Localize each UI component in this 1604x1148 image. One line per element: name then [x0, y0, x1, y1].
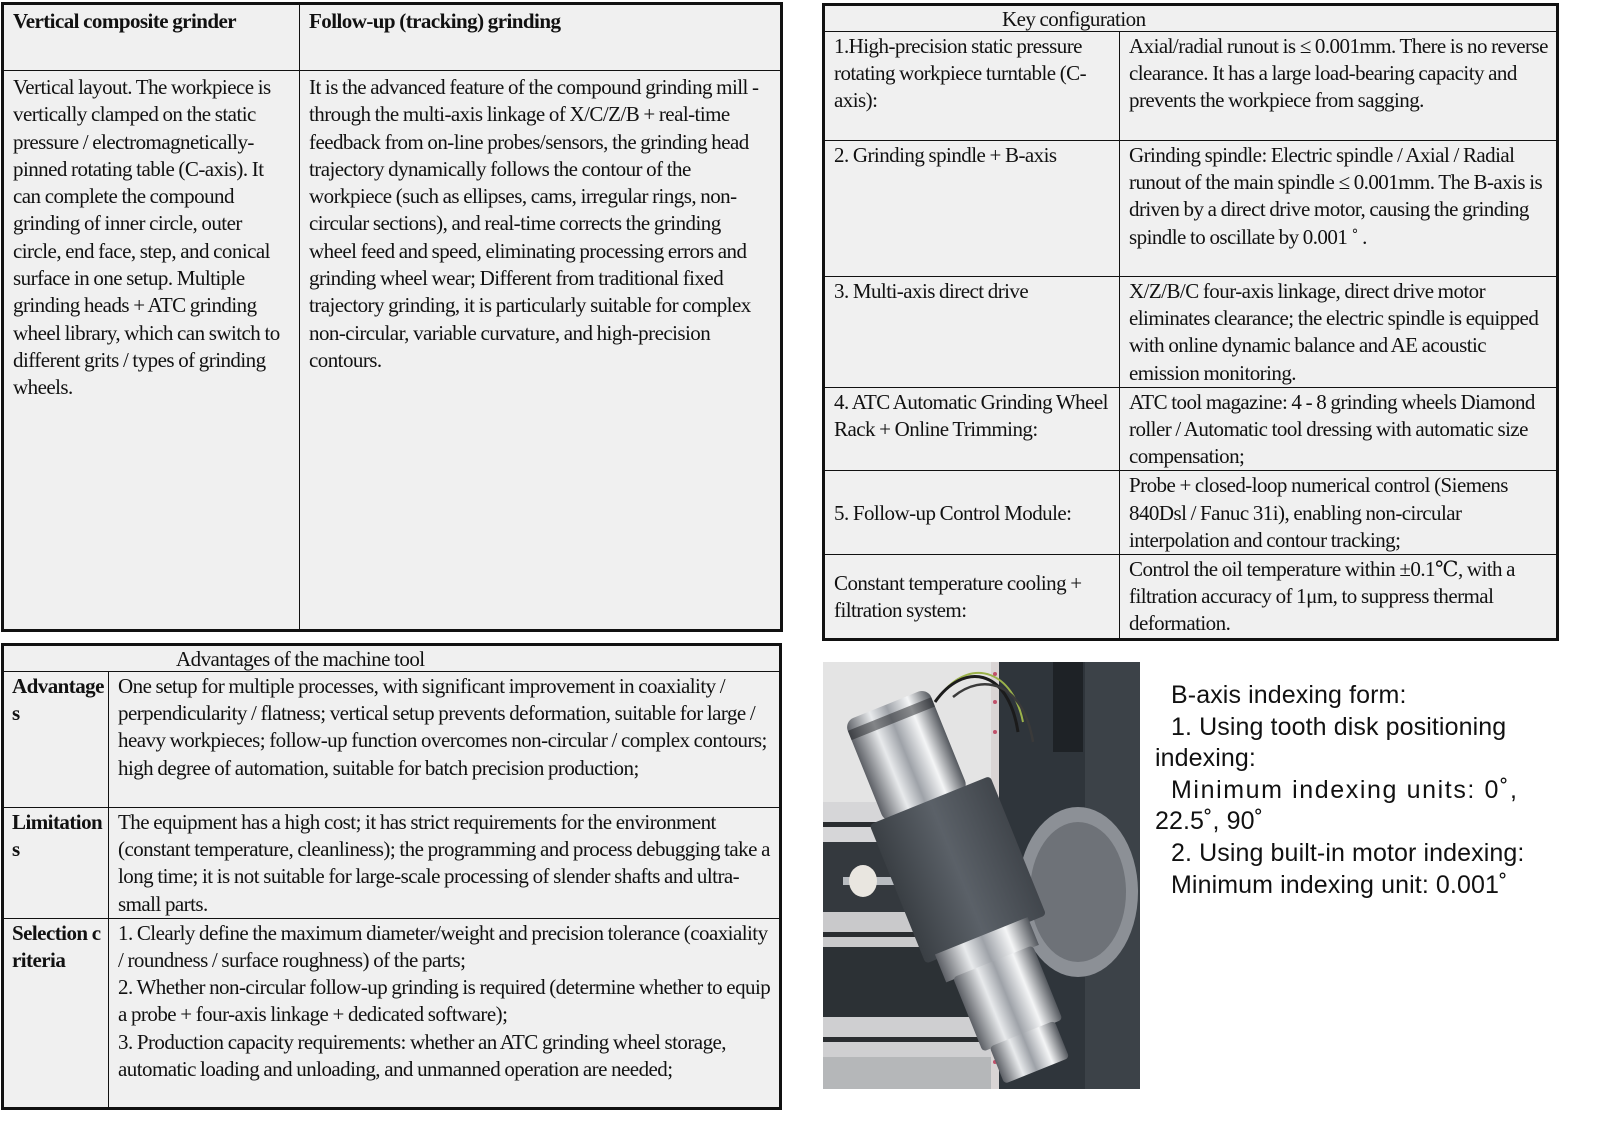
- limitations-text: The equipment has a high cost; it has strict requirements for the environment (constant temperature, cleanliness); the programming and process debugging take a long time; it is not suitable for large-scale processing of slender shafts and ultra-small parts.: [109, 808, 780, 919]
- config-item: 2. Grinding spindle + B-axis: [825, 141, 1120, 277]
- config-item: 3. Multi-axis direct drive: [825, 277, 1120, 388]
- config-item: 4. ATC Automatic Grinding Wheel Rack + Online Trimming:: [825, 387, 1120, 471]
- b-axis-indexing-note: [1155, 680, 1595, 901]
- advantages-text: One setup for multiple processes, with significant improvement in coaxiality / perpendicularity / flatness; vertical setup prevents deformation, suitable for large / heavy workpieces; follow-up function overcomes non-circular / complex contours; high degree of automation, suitable for batch precision production;: [109, 672, 780, 808]
- grinding-spindle-illustration: [823, 662, 1140, 1089]
- b-axis-note-line: indexing:: [1155, 744, 1256, 773]
- table-row: [825, 555, 1557, 639]
- config-detail: Grinding spindle: Electric spindle / Axial / Radial runout of the main spindle ≤ 0.001mm. The B-axis is driven by a direct drive motor, causing the grinding spindle to oscillate by 0.001 ˚ .: [1120, 141, 1557, 277]
- b-axis-note-line: Minimum indexing unit: 0.001˚: [1171, 870, 1508, 899]
- table-row: [825, 471, 1557, 555]
- table-row: [4, 808, 780, 919]
- config-detail: Axial/radial runout is ≤ 0.001mm. There is no reverse clearance. It has a large load-bearing capacity and prevents the workpiece from sagging.: [1120, 32, 1557, 141]
- config-detail: Control the oil temperature within ±0.1℃, with a filtration accuracy of 1μm, to suppress thermal deformation.: [1120, 555, 1557, 639]
- table-caption-row: [4, 646, 780, 672]
- grinder-comparison-table: [3, 4, 781, 630]
- follow-up-grinding-description: It is the advanced feature of the compound grinding mill - through the multi-axis linkage of X/C/Z/B + real-time feedback from on-line probes/sensors, the grinding head trajectory dynamically follows the contour of the workpiece (such as ellipses, cams, irregular rings, non-circular sections), and real-time corrects the grinding wheel feed and speed, eliminating processing errors and grinding wheel wear; Different from traditional fixed trajectory grinding, it is particularly suitable for complex non-circular, variable curvature, and high-precision contours.: [300, 71, 781, 630]
- table-row: [825, 387, 1557, 471]
- selection-criteria-text: [109, 918, 780, 1107]
- criteria-item: 3. Production capacity requirements: whether an ATC grinding wheel storage, automatic loading and unloading, and unmanned operation are needed;: [118, 1029, 726, 1081]
- header-vertical-composite-grinder: Vertical composite grinder: [4, 5, 300, 71]
- advantages-caption: Advantages of the machine tool: [4, 646, 780, 672]
- table-row: [4, 918, 780, 1107]
- table-row: [4, 672, 780, 808]
- header-follow-up-grinding: Follow-up (tracking) grinding: [300, 5, 781, 71]
- criteria-item: 1. Clearly define the maximum diameter/weight and precision tolerance (coaxiality / roundness / surface roughness) of the parts;: [118, 920, 768, 973]
- criteria-item: 2. Whether non-circular follow-up grinding is required (determine whether to equip a probe + four-axis linkage + dedicated software);: [118, 975, 771, 1027]
- table-row: [825, 277, 1557, 388]
- config-detail: X/Z/B/C four-axis linkage, direct drive motor eliminates clearance; the electric spindle is equipped with online dynamic balance and AE acoustic emission monitoring.: [1120, 277, 1557, 388]
- table-header-row: [4, 5, 781, 71]
- config-detail: ATC tool magazine: 4 - 8 grinding wheels Diamond roller / Automatic tool dressing with automatic size compensation;: [1120, 387, 1557, 471]
- grinding-spindle-photo: [823, 662, 1140, 1089]
- row-label-limitations: Limitations: [4, 808, 109, 919]
- b-axis-note-line: 22.5˚, 90˚: [1155, 807, 1264, 836]
- config-item: 5. Follow-up Control Module:: [825, 471, 1120, 555]
- config-item: Constant temperature cooling + filtration system:: [825, 555, 1120, 639]
- row-label-advantages: Advantages: [4, 672, 109, 808]
- key-configuration-table: [824, 5, 1557, 639]
- key-configuration-caption: Key configuration: [825, 6, 1557, 32]
- vertical-grinder-description: Vertical layout. The workpiece is vertically clamped on the static pressure / electromagnetically-pinned rotating table (C-axis). It can complete the compound grinding of inner circle, outer circle, end face, step, and conical surface in one setup. Multiple grinding heads + ATC grinding wheel library, which can switch to different grits / types of grinding wheels.: [4, 71, 300, 630]
- b-axis-note-line: 1. Using tooth disk positioning: [1171, 712, 1507, 741]
- table-caption-row: [825, 6, 1557, 32]
- row-label-selection-criteria: Selection criteria: [4, 918, 109, 1107]
- config-detail: Probe + closed-loop numerical control (Siemens 840Dsl / Fanuc 31i), enabling non-circular interpolation and contour tracking;: [1120, 471, 1557, 555]
- b-axis-note-line: 2. Using built-in motor indexing:: [1171, 838, 1525, 867]
- advantages-table: [3, 645, 780, 1108]
- b-axis-note-title: B-axis indexing form:: [1171, 681, 1407, 709]
- table-row: [825, 32, 1557, 141]
- table-row: [825, 141, 1557, 277]
- config-item: 1.High-precision static pressure rotating workpiece turntable (C-axis):: [825, 32, 1120, 141]
- b-axis-note-line: Minimum indexing units: 0˚,: [1171, 775, 1519, 804]
- table-row: [4, 71, 781, 630]
